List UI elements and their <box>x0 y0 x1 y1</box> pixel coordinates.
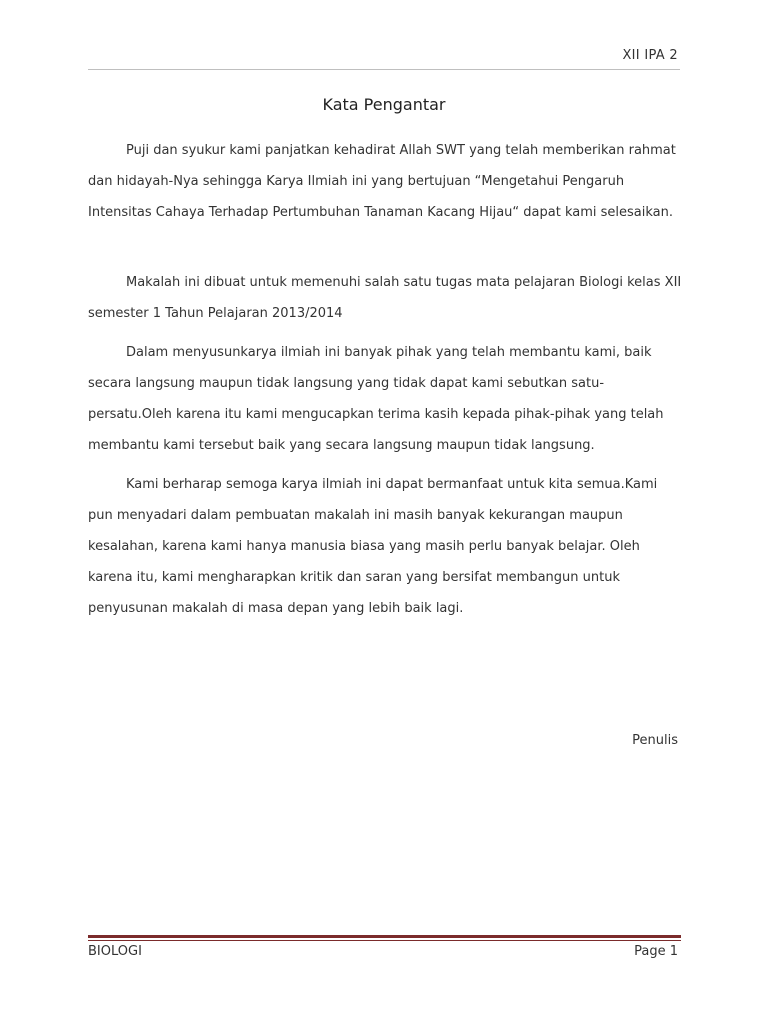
paragraph-4: Kami berharap semoga karya ilmiah ini dapat bermanfaat untuk kita semua.Kami pun menyadari dalam pembuatan makalah ini masih banyak kekurangan maupun kesalahan, karena kami hanya manusia biasa yang masih perlu banyak belajar. Oleh karena itu, kami mengharapkan kritik dan saran yang bersifat membangun untuk penyusunan makalah di masa depan yang lebih baik lagi. <box>88 477 658 616</box>
paragraph-3: Dalam menyusunkarya ilmiah ini banyak pihak yang telah membantu kami, baik secara langsung maupun tidak langsung yang tidak dapat kami sebutkan satu-persatu.Oleh karena itu kami mengucapkan terima kasih kepada pihak-pihak yang telah membantu kami tersebut baik yang secara langsung maupun tidak langsung. <box>88 345 664 453</box>
signature: Penulis <box>632 733 678 748</box>
header-class-label: XII IPA 2 <box>622 48 678 63</box>
paragraph-1: Puji dan syukur kami panjatkan kehadirat Allah SWT yang telah memberikan rahmat dan hidayah-Nya sehingga Karya Ilmiah ini yang bertujuan “Mengetahui Pengaruh Intensitas Cahaya Terhadap Pertumbuhan Tanaman Kacang Hijau“ dapat kami selesaikan. <box>88 143 676 220</box>
footer-page-number: Page 1 <box>634 944 678 959</box>
header-divider <box>88 69 680 70</box>
footer-divider-thick <box>88 935 681 938</box>
paragraph-2: Makalah ini dibuat untuk memenuhi salah satu tugas mata pelajaran Biologi kelas XII semester 1 Tahun Pelajaran 2013/2014 <box>88 275 682 321</box>
footer-subject: BIOLOGI <box>88 944 142 959</box>
footer-divider-thin <box>88 940 681 941</box>
page-title: Kata Pengantar <box>322 95 446 114</box>
